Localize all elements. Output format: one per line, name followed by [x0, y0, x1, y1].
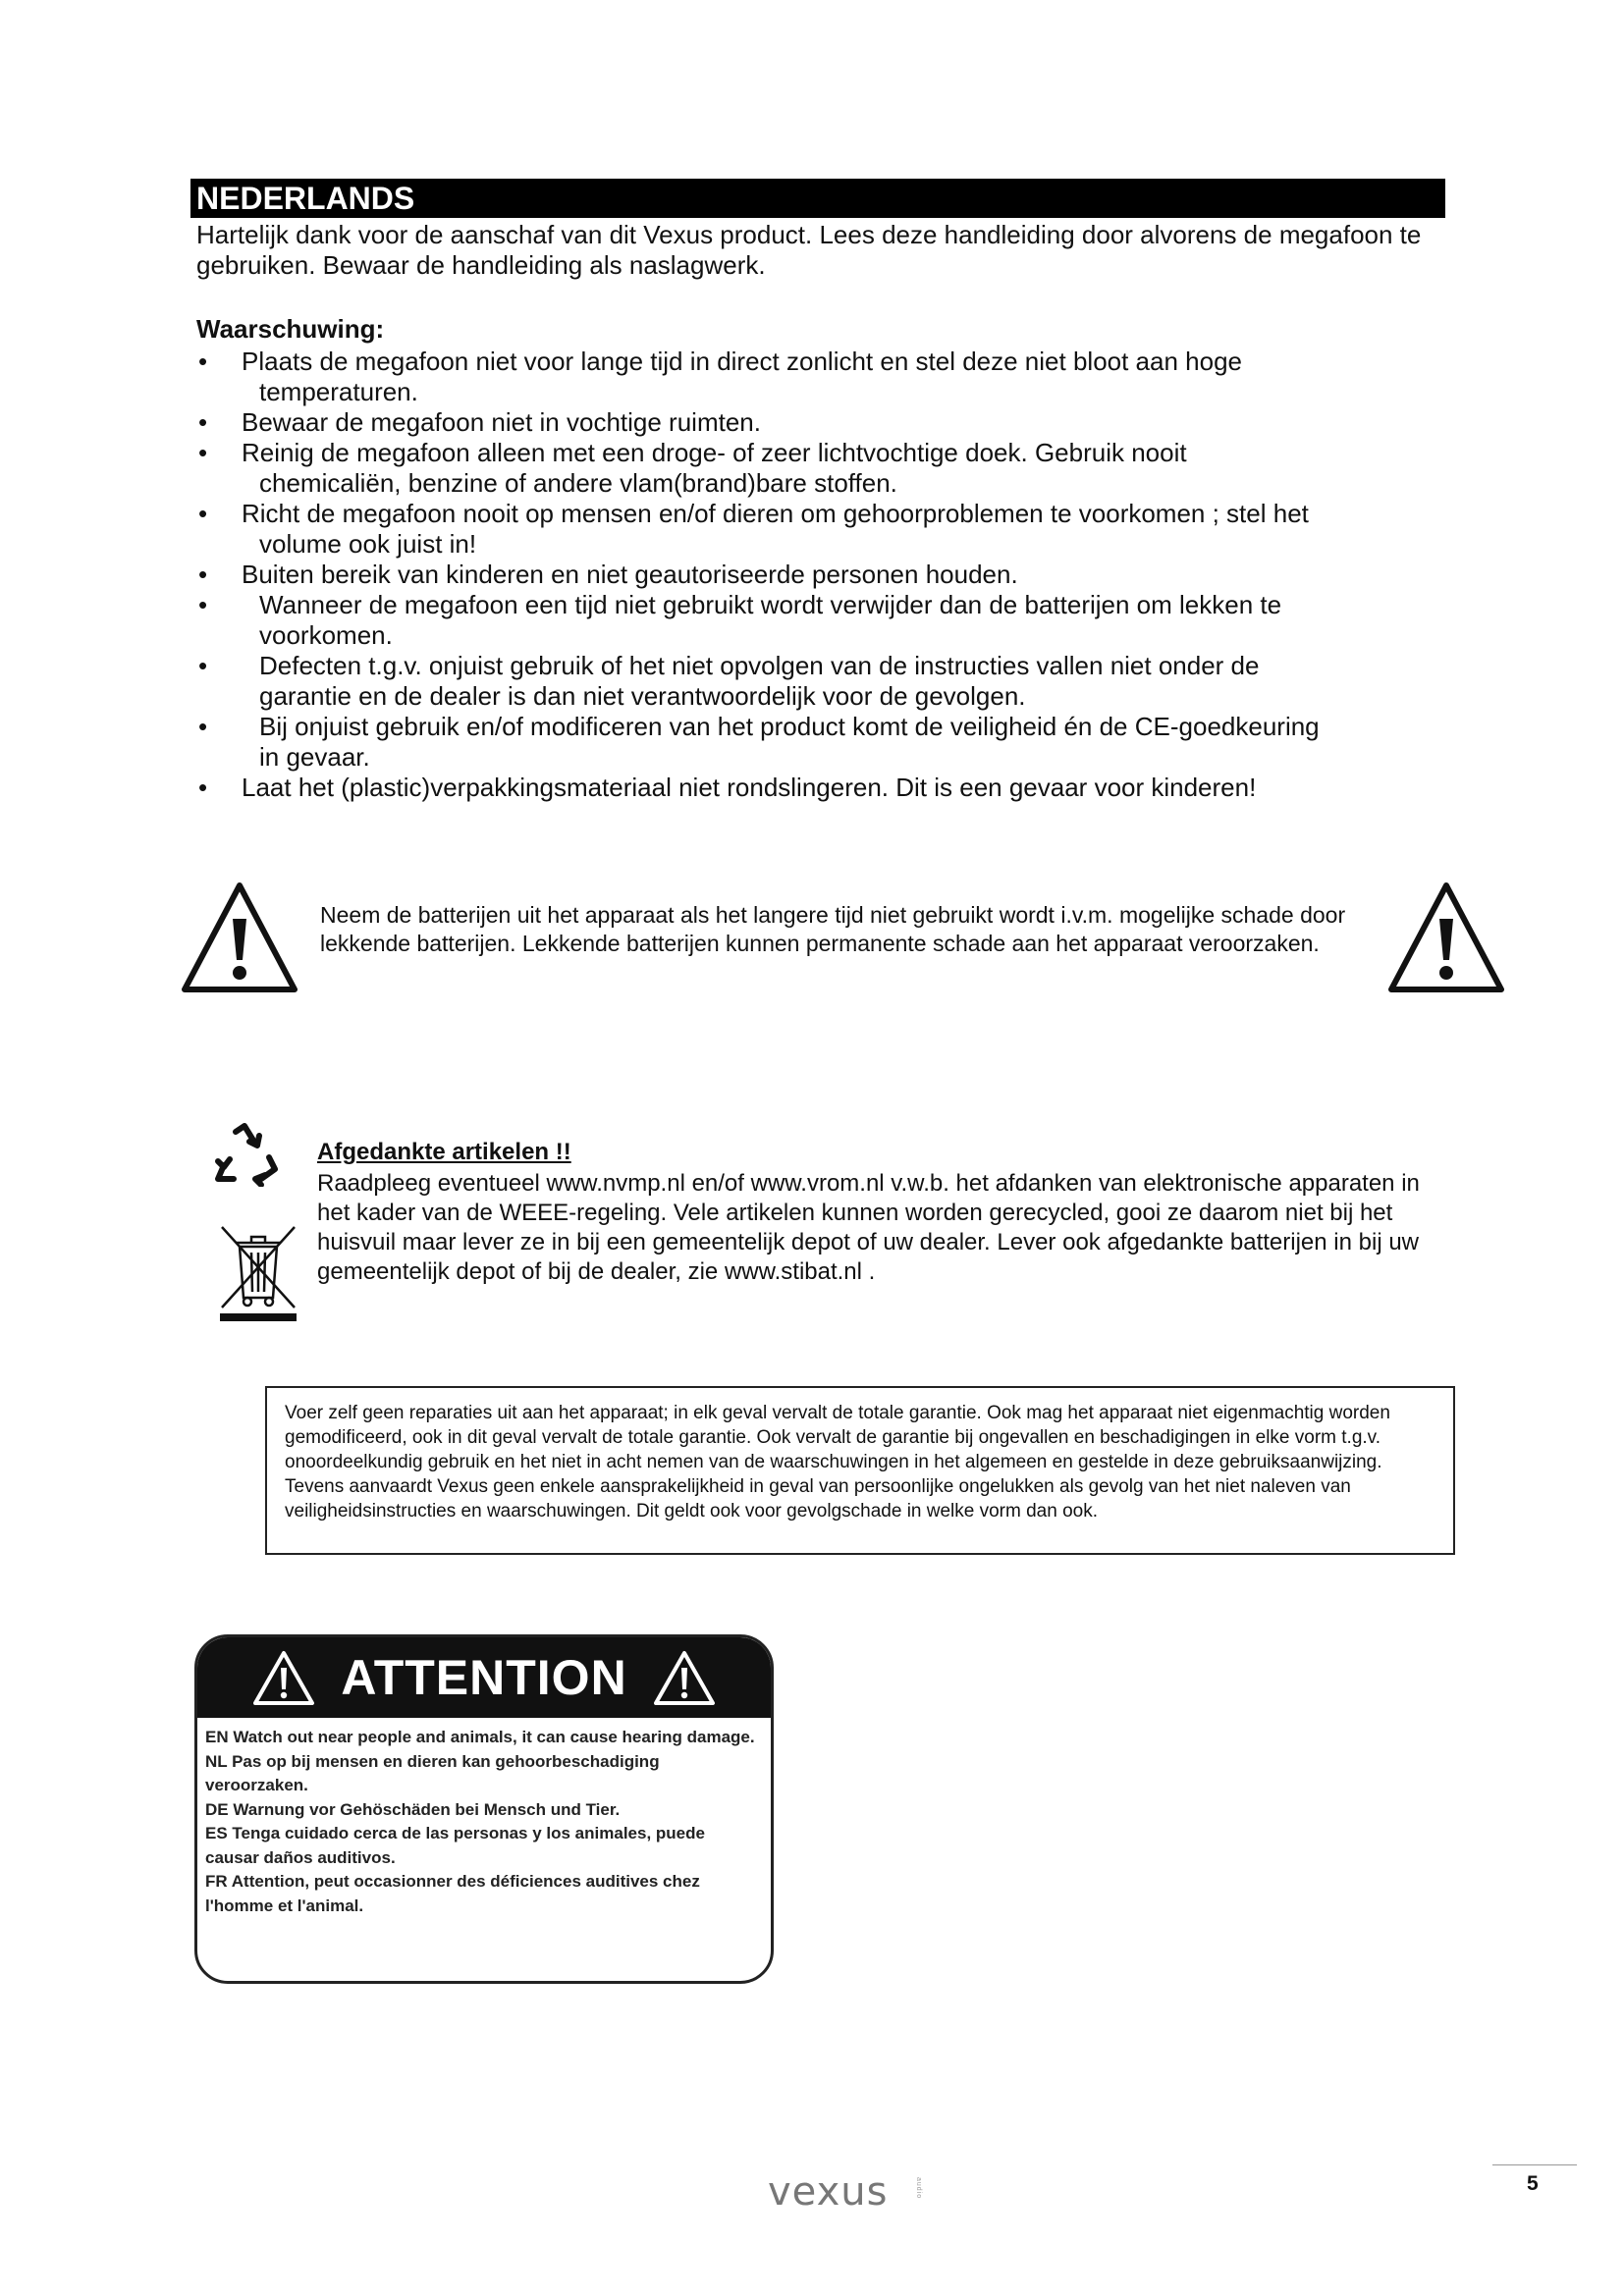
battery-notice-text: Neem de batterijen uit het apparaat als het langere tijd niet gebruikt wordt i.v.m. mogelijke schade door lekkende batterijen. Lekkende batterijen kunnen permanente schade aan het apparaat veroorzaken.	[320, 902, 1346, 956]
attention-entry: EN Watch out near people and animals, it can cause hearing damage.	[205, 1728, 755, 1746]
page-number: 5	[1527, 2172, 1539, 2195]
attention-body	[197, 1718, 771, 1918]
attention-triangle-icon	[252, 1649, 315, 1706]
warnings-heading: Waarschuwing:	[196, 314, 385, 344]
attention-triangle-icon	[653, 1649, 716, 1706]
attention-label	[194, 1634, 774, 1984]
attention-entry: ES Tenga cuidado cerca de las personas y los animales, puede causar daños auditivos.	[205, 1824, 705, 1867]
warning-item: • Bewaar de megafoon niet in vochtige ruimten.	[196, 407, 1453, 438]
vexus-logo	[768, 2169, 925, 2213]
attention-entry: NL Pas op bij mensen en dieren kan gehoorbeschadiging veroorzaken.	[205, 1751, 660, 1794]
attention-title: ATTENTION	[341, 1650, 627, 1705]
crossed-bin-icon	[218, 1219, 298, 1323]
attention-header	[197, 1637, 771, 1718]
warnings-list	[196, 347, 1453, 803]
attention-entry: FR Attention, peut occasionner des déficiences auditives chez l'homme et l'animal.	[205, 1872, 700, 1915]
warning-item: • Laat het (plastic)verpakkingsmateriaal niet rondslingeren. Dit is een gevaar voor kinderen!	[196, 773, 1453, 803]
language-title: NEDERLANDS	[196, 181, 415, 216]
warning-item: • Bij onjuist gebruik en/of modificeren van het product komt de veiligheid én de CE-goedkeuring in gevaar.	[196, 712, 1453, 773]
intro-text: Hartelijk dank voor de aanschaf van dit Vexus product. Lees deze handleiding door alvorens de megafoon te gebruiken. Bewaar de handleiding als naslagwerk.	[196, 220, 1422, 280]
warning-triangle-icon	[181, 881, 298, 993]
warning-item: • Richt de megafoon nooit op mensen en/of dieren om gehoorproblemen te voorkomen ; stel het volume ook juist in!	[196, 499, 1453, 560]
recycle-icon	[210, 1122, 279, 1187]
disposal-title: Afgedankte artikelen !!	[317, 1139, 571, 1165]
disposal-text: Raadpleeg eventueel www.nvmp.nl en/of www.vrom.nl v.w.b. het afdanken van elektronische apparaten in het kader van de WEEE-regeling. Vele artikelen kunnen worden gerecycled, gooi ze daarom niet bij het huisvuil maar lever ze in bij een gemeentelijk depot of uw dealer. Lever ook afgedankte batterijen in bij uw gemeentelijk depot of bij de dealer, zie www.stibat.nl .	[317, 1170, 1420, 1285]
warning-triangle-icon	[1387, 881, 1505, 993]
disclaimer-box	[265, 1386, 1455, 1555]
warning-item: • Defecten t.g.v. onjuist gebruik of het niet opvolgen van de instructies vallen niet onder de garantie en de dealer is dan niet verantwoordelijk voor de gevolgen.	[196, 651, 1453, 712]
warning-item: • Buiten bereik van kinderen en niet geautoriseerde personen houden.	[196, 560, 1453, 590]
logo-subtext: audio	[915, 2177, 922, 2200]
attention-entry: DE Warnung vor Gehöschäden bei Mensch und Tier.	[205, 1799, 621, 1819]
warning-item: • Wanneer de megafoon een tijd niet gebruikt wordt verwijder dan de batterijen om lekken te voorkomen.	[196, 590, 1453, 651]
disclaimer-text: Voer zelf geen reparaties uit aan het apparaat; in elk geval vervalt de totale garantie. Ook mag het apparaat niet eigenmachtig worden gemodificeerd, ook in dit geval vervalt de totale garantie. Ook vervalt de garantie bij ongevallen en beschadigingen in elke vorm t.g.v. onoordeelkundig gebruik en het niet in acht nemen van de waarschuwingen in het algemeen en gestelde in deze gebruiksaanwijzing. Tevens aanvaardt Vexus geen enkele aansprakelijkheid in geval van persoonlijke ongelukken als gevolg van het niet naleven van veiligheidsinstructies en waarschuwingen. Dit geldt ook voor gevolgschade in welke vorm dan ook.	[285, 1403, 1390, 1522]
language-header	[190, 179, 1445, 218]
warning-item: • Plaats de megafoon niet voor lange tijd in direct zonlicht en stel deze niet bloot aan hoge temperaturen.	[196, 347, 1453, 407]
warning-item: • Reinig de megafoon alleen met een droge- of zeer lichtvochtige doek. Gebruik nooit chemicaliën, benzine of andere vlam(brand)bare stoffen.	[196, 438, 1453, 499]
logo-text: vexus	[768, 2169, 889, 2215]
footer-divider	[1492, 2164, 1577, 2165]
